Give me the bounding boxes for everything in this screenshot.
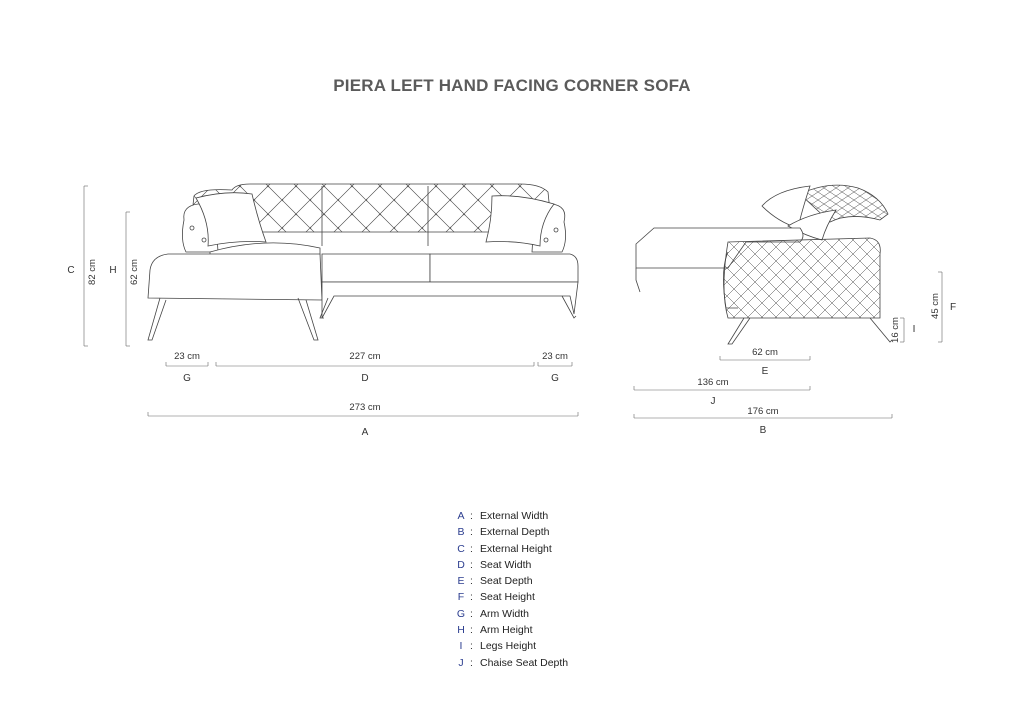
front-leg-mid [298,298,318,340]
legend-item [452,541,568,557]
dim-arm-height-letter: H [109,265,117,276]
legend-separator: : [470,510,473,522]
front-view-sofa [148,184,578,340]
dim-external-width-letter: A [361,427,369,438]
legend-item [452,508,568,524]
dim-seat-width-letter: D [361,373,369,384]
legend-separator: : [470,542,473,555]
front-middle-seat [322,254,430,282]
legend-item [452,622,568,638]
dim-legs-height-value: 16 cm [890,317,901,343]
front-right-seat [430,254,578,282]
legend-key: I [459,640,463,653]
side-arm-body [724,238,880,318]
dimension-legend [452,508,568,671]
legend-label: External Height [480,542,552,555]
legend-item [452,557,568,573]
dim-seat-depth-letter: E [761,366,769,377]
side-view-sofa [636,185,892,344]
legend-separator: : [470,526,473,539]
legend-key: B [457,526,465,539]
dim-external-depth-value: 176 cm [747,406,779,417]
dim-arm-width-left-value: 23 cm [174,351,200,362]
legend-label: Seat Height [480,591,535,604]
legend-separator: : [470,591,473,604]
dim-chaise-depth-value: 136 cm [697,377,729,388]
legend-key: F [457,591,465,604]
legend-separator: : [470,656,473,669]
dim-external-width-value: 273 cm [349,402,381,413]
page-title: PIERA LEFT HAND FACING CORNER SOFA [333,76,691,95]
legend-label: External Depth [480,526,550,539]
legend-separator: : [470,624,473,637]
dim-chaise-depth-letter: J [710,396,716,407]
legend-separator: : [470,607,473,620]
legend-item [452,606,568,622]
legend-separator: : [470,575,473,588]
legend-key: H [457,624,465,637]
dim-height-letter: C [67,265,75,276]
front-base [322,282,578,318]
dim-legs-height-letter: I [912,324,916,335]
legend-key: D [457,558,465,571]
front-leg-left [148,298,166,340]
legend-key: E [457,575,465,588]
legend-key: A [457,510,465,522]
legend-label: Legs Height [480,640,537,653]
dim-external-depth-letter: B [759,425,767,436]
front-chaise-seat [148,254,322,300]
legend-label: Arm Width [480,607,530,620]
legend-separator: : [470,558,473,571]
legend-label: Arm Height [480,624,533,637]
legend-item [452,524,568,540]
legend-key: C [457,542,465,555]
legend-item [452,589,568,605]
legend-key: J [458,656,464,669]
legend-separator: : [470,640,473,653]
legend-label: Chaise Seat Depth [480,656,569,669]
dim-seat-height-value: 45 cm [930,293,941,319]
dim-arm-width-right-letter: G [551,373,559,384]
dim-seat-width-value: 227 cm [349,351,381,362]
legend-label: External Width [480,510,549,522]
dim-seat-height-letter: F [949,302,957,313]
dim-arm-width-right-value: 23 cm [542,351,568,362]
dim-height-value: 82 cm [87,259,98,285]
legend-label: Seat Depth [480,575,533,588]
dim-arm-width-left-letter: G [183,373,191,384]
dim-seat-depth-value: 62 cm [752,347,778,358]
legend-item [452,573,568,589]
legend-item [452,638,568,654]
legend-key: G [456,607,466,620]
dim-arm-height-value: 62 cm [129,259,140,285]
legend-label: Seat Width [480,558,532,571]
legend-item [452,655,568,671]
